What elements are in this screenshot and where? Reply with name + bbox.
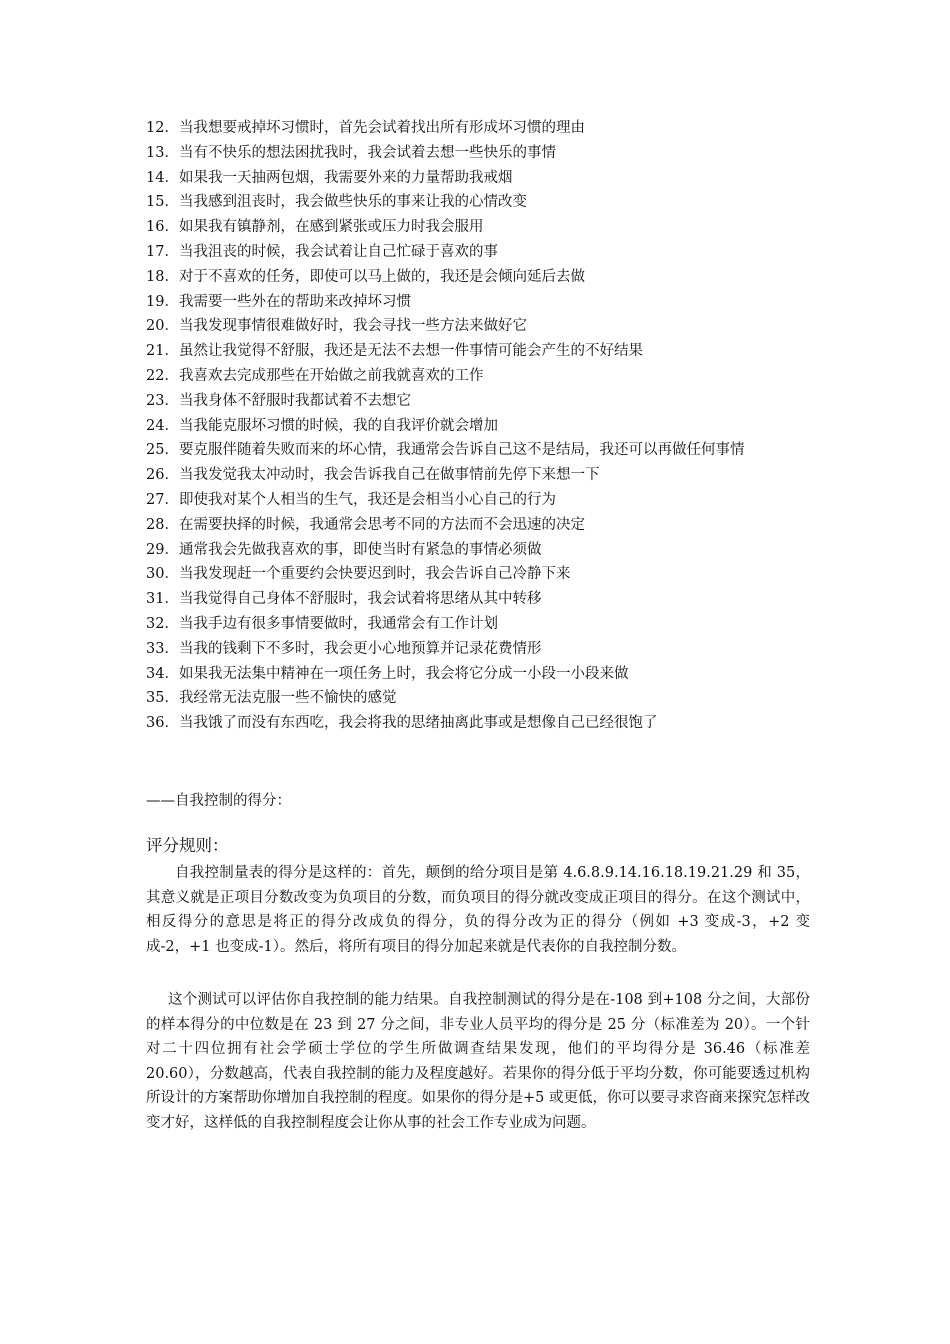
item-text: 当我饿了而没有东西吃，我会将我的思绪抽离此事或是想像自己已经很饱了 (178, 715, 658, 732)
item-text: 当我发觉我太冲动时，我会告诉我自己在做事情前先停下来想一下 (178, 467, 600, 484)
list-item (146, 587, 816, 612)
item-text: 虽然让我觉得不舒服，我还是无法不去想一件事情可能会产生的不好结果 (178, 343, 643, 360)
item-text: 当我想要戒掉坏习惯时，首先会试着找出所有形成坏习惯的理由 (178, 120, 585, 136)
item-text: 如果我无法集中精神在一项任务上时，我会将它分成一小段一小段来做 (178, 665, 629, 682)
item-text: 要克服伴随着失败而来的坏心情，我通常会告诉自己这不是结局，我还可以再做任何事情 (178, 442, 745, 459)
item-text: 当我的钱剩下不多时，我会更小心地预算并记录花费情形 (178, 640, 542, 657)
item-number: 32． (146, 615, 179, 632)
item-number: 20． (146, 318, 179, 335)
item-text: 当我发现事情很难做好时，我会寻找一些方法来做好它 (178, 318, 527, 335)
scoring-rules-heading: 评分规则： (146, 836, 229, 855)
item-text: 通常我会先做我喜欢的事，即使当时有紧急的事情必须做 (178, 541, 542, 558)
item-number: 17． (146, 243, 179, 260)
item-number: 27． (146, 491, 179, 508)
list-item (146, 116, 816, 141)
list-item (146, 141, 816, 166)
list-item (146, 513, 816, 538)
list-item (146, 339, 816, 364)
item-number: 25． (146, 442, 179, 459)
list-item (146, 166, 816, 191)
questionnaire-item-list (146, 116, 816, 736)
score-interpretation-paragraph: 这个测试可以评估你自我控制的能力结果。自我控制测试的得分是在-108 到+108 分之间，大部份的样本得分的中位数是在 23 到 27 分之间，非专业人员平均的得分是 25 分（标准差为 20）。一个针对二十四位拥有社会学硕士学位的学生所做调查结果发现，他们的平均得分是 36.46（标准差 20.60），分数越高，代表自我控制的能力及程度越好。若果你的得分低于平均分数，你可能要透过机构所设计的方案帮助你增加自我控制的程度。如果你的得分是+5 或更低，你可以要寻求咨商来探究怎样改变才好，这样低的自我控制程度会让你从事的社会工作专业成为问题。 (146, 992, 810, 1131)
item-number: 26． (146, 467, 179, 484)
list-item (146, 686, 816, 711)
item-number: 33． (146, 640, 179, 657)
item-text: 在需要抉择的时候，我通常会思考不同的方法而不会迅速的决定 (178, 516, 585, 533)
list-item (146, 637, 816, 662)
item-text: 对于不喜欢的任务，即使可以马上做的，我还是会倾向延后去做 (178, 268, 585, 285)
list-item (146, 314, 816, 339)
item-number: 34． (146, 665, 179, 682)
item-text: 当我能克服坏习惯的时候，我的自我评价就会增加 (178, 417, 498, 434)
item-text: 当我沮丧的时候，我会试着让自己忙碌于喜欢的事 (178, 243, 498, 260)
item-text: 我喜欢去完成那些在开始做之前我就喜欢的工作 (178, 367, 484, 384)
item-number: 16． (146, 219, 179, 236)
item-text: 当我觉得自己身体不舒服时，我会试着将思绪从其中转移 (178, 591, 542, 608)
item-number: 36． (146, 715, 179, 732)
item-text: 如果我有镇静剂，在感到紧张或压力时我会服用 (178, 219, 484, 236)
item-text: 如果我一天抽两包烟，我需要外来的力量帮助我戒烟 (178, 169, 513, 186)
item-text: 我经常无法克服一些不愉快的感觉 (178, 690, 397, 707)
list-item (146, 711, 816, 736)
list-item (146, 612, 816, 637)
item-number: 29． (146, 541, 179, 558)
list-item (146, 538, 816, 563)
item-number: 21． (146, 343, 179, 360)
item-number: 12． (146, 120, 179, 136)
item-text: 我需要一些外在的帮助来改掉坏习惯 (178, 293, 411, 310)
list-item (146, 364, 816, 389)
item-text: 当我身体不舒服时我都试着不去想它 (178, 392, 411, 409)
list-item (146, 488, 816, 513)
item-number: 23． (146, 392, 179, 409)
list-item (146, 438, 816, 463)
list-item (146, 463, 816, 488)
list-item (146, 215, 816, 240)
list-item (146, 240, 816, 265)
list-item (146, 414, 816, 439)
list-item (146, 265, 816, 290)
item-number: 19． (146, 293, 179, 310)
item-number: 28． (146, 516, 179, 533)
item-text: 当我感到沮丧时，我会做些快乐的事来让我的心情改变 (178, 194, 527, 211)
item-number: 14． (146, 169, 179, 186)
item-number: 30． (146, 566, 179, 583)
item-number: 24． (146, 417, 179, 434)
scoring-rules-paragraph: 自我控制量表的得分是这样的：首先，颠倒的给分项目是第 4.6.8.9.14.16.18.19.21.29 和 35，其意义就是正项目分数改变为负项目的分数，而负项目的得分就改变成正项目的得分。在这个测试中，相反得分的意思是将正的得分改成负的得分，负的得分改为正的得分（例如 +3 变成-3，+2 变成-2，+1 也变成-1）。然后，将所有项目的得分加起来就是代表你的自我控制分数。 (146, 865, 810, 955)
item-number: 13． (146, 144, 179, 161)
item-number: 15． (146, 194, 179, 211)
item-text: 当我发现赶一个重要约会快要迟到时，我会告诉自己冷静下来 (178, 566, 571, 583)
item-number: 22． (146, 367, 179, 384)
item-number: 31． (146, 591, 179, 608)
item-text: 当有不快乐的想法困扰我时，我会试着去想一些快乐的事情 (178, 144, 556, 161)
self-control-score-line: ——自我控制的得分： (146, 793, 291, 809)
list-item (146, 290, 816, 315)
list-item (146, 190, 816, 215)
item-number: 35． (146, 690, 179, 707)
item-number: 18． (146, 268, 179, 285)
list-item (146, 662, 816, 687)
item-text: 当我手边有很多事情要做时，我通常会有工作计划 (178, 615, 498, 632)
list-item (146, 389, 816, 414)
item-text: 即使我对某个人相当的生气，我还是会相当小心自己的行为 (178, 491, 556, 508)
list-item (146, 562, 816, 587)
